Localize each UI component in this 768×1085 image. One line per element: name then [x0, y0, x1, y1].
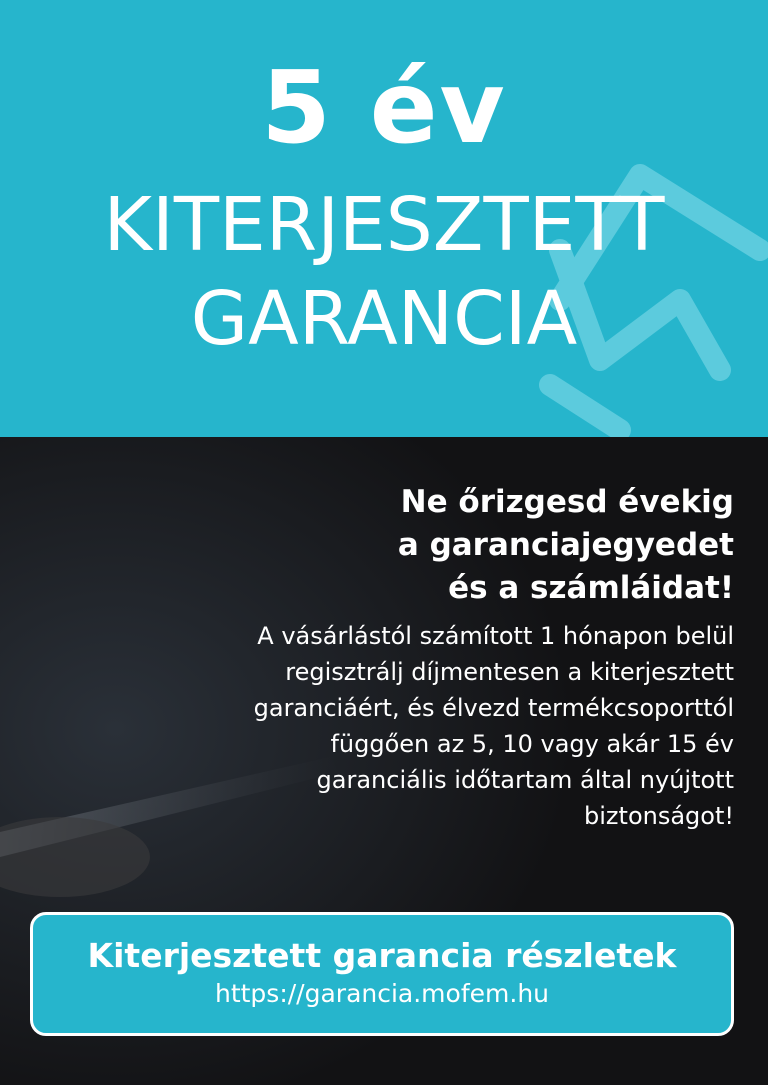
lead-heading [94, 481, 734, 610]
lead-line: a garanciajegyedet [397, 527, 734, 563]
headline-line-2: GARANCIA [190, 276, 578, 362]
body-line: biztonságot! [584, 802, 734, 830]
cta-title: Kiterjesztett garancia részletek [87, 936, 677, 975]
body-line: garanciáért, és élvezd termékcsoporttól [253, 694, 734, 722]
message-block [94, 481, 734, 834]
body-line: garanciális időtartam által nyújtott [316, 766, 734, 794]
body-line: függően az 5, 10 vagy akár 15 év [330, 730, 734, 758]
body-line: A vásárlástól számított 1 hónapon belül [257, 622, 734, 650]
hero-section [0, 0, 768, 437]
lead-line: és a számláidat! [448, 570, 734, 606]
info-section [0, 437, 768, 1085]
warranty-years: 5 év [261, 49, 507, 166]
headline [0, 178, 768, 366]
headline-line-1: KITERJESZTETT [103, 182, 665, 268]
lead-line: Ne őrizgesd évekig [400, 484, 734, 520]
cta-url: https://garancia.mofem.hu [214, 979, 550, 1008]
body-line: regisztrálj díjmentesen a kiterjesztett [285, 658, 734, 686]
body-paragraph [94, 618, 734, 834]
warranty-details-button[interactable] [30, 912, 734, 1036]
